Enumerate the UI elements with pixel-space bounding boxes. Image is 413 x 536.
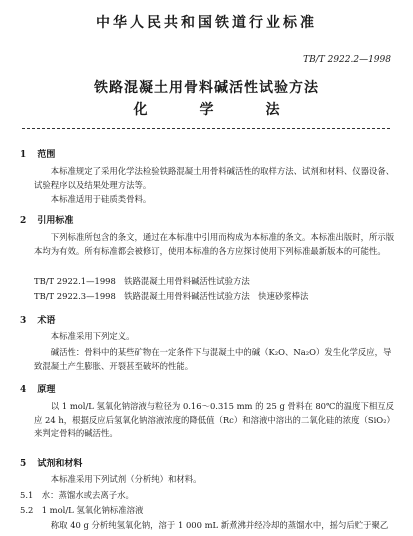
standard-category-header: 中华人民共和国铁道行业标准	[96, 15, 317, 31]
section-title: 范围	[37, 150, 56, 160]
section-number: 1	[20, 150, 27, 160]
subclause: 5.1 水：蒸馏水或去离子水。	[20, 490, 134, 500]
section-title: 原理	[37, 385, 56, 395]
section-1-paragraph: 本标准适用于硅质类骨料。	[50, 194, 152, 204]
section-number: 5	[20, 459, 27, 469]
document-subtitle	[0, 99, 413, 119]
document-title: 铁路混凝土用骨料碱活性试验方法	[94, 80, 319, 96]
section-number: 4	[20, 385, 27, 395]
section-5-paragraph: 称取 40 g 分析纯氢氧化钠，溶于 1 000 mL 新煮沸并经冷却的蒸馏水中，摇匀后贮于聚乙	[50, 520, 389, 530]
section-title: 引用标准	[37, 216, 74, 226]
section-1-paragraph: 本标准规定了采用化学法检验铁路混凝土用骨料碱活性的取样方法、试剂和材料、仪器设备、试验程序以及结果处理方法等。	[34, 166, 395, 190]
section-number: 2	[20, 216, 27, 226]
subtitle-char: 法	[265, 102, 280, 118]
section-title: 术语	[37, 316, 56, 326]
section-1-heading	[20, 147, 55, 160]
referenced-standard: TB/T 2922.1—1998 铁路混凝土用骨料碱活性试验方法	[34, 276, 250, 286]
section-4-heading	[20, 382, 55, 395]
section-2-paragraph: 下列标准所包含的条文，通过在本标准中引用而构成为本标准的条文。本标准出版时，所示版本均为有效。所有标准都会被修订，使用本标准的各方应探讨使用下列标准最新版本的可能性。	[34, 232, 395, 256]
subtitle-char: 化	[133, 102, 148, 118]
section-3-heading	[20, 313, 55, 326]
standard-number: TB/T 2922.2—1998	[303, 55, 391, 65]
section-4-paragraph: 以 1 mol/L 氢氧化钠溶液与粒径为 0.16～0.315 mm 的 25 g 骨料在 80℃的温度下相互反应 24 h，根据反应后氢氧化钠溶液浓度的降低值（Rc）和溶液中溶出的二氧化硅的浓度（SiO₂）来判定骨料的碱活性。	[34, 401, 395, 438]
section-3-paragraph: 碱活性：骨料中的某些矿物在一定条件下与混凝土中的碱（K₂O、Na₂O）发生化学反应，导致混凝土产生膨胀、开裂甚至破坏的性能。	[34, 347, 392, 371]
section-2-heading	[20, 213, 73, 226]
referenced-standard: TB/T 2922.3—1998 铁路混凝土用骨料碱活性试验方法 快速砂浆棒法	[34, 291, 309, 301]
section-5-paragraph: 本标准采用下列试剂（分析纯）和材料。	[50, 474, 202, 484]
section-5-heading	[20, 456, 82, 469]
section-title: 试剂和材料	[37, 459, 83, 469]
subclause: 5.2 1 mol/L 氢氧化钠标准溶液	[20, 505, 144, 515]
title-divider	[22, 128, 390, 129]
section-number: 3	[20, 316, 27, 326]
subtitle-char: 学	[199, 102, 214, 118]
section-3-paragraph: 本标准采用下列定义。	[50, 331, 135, 341]
